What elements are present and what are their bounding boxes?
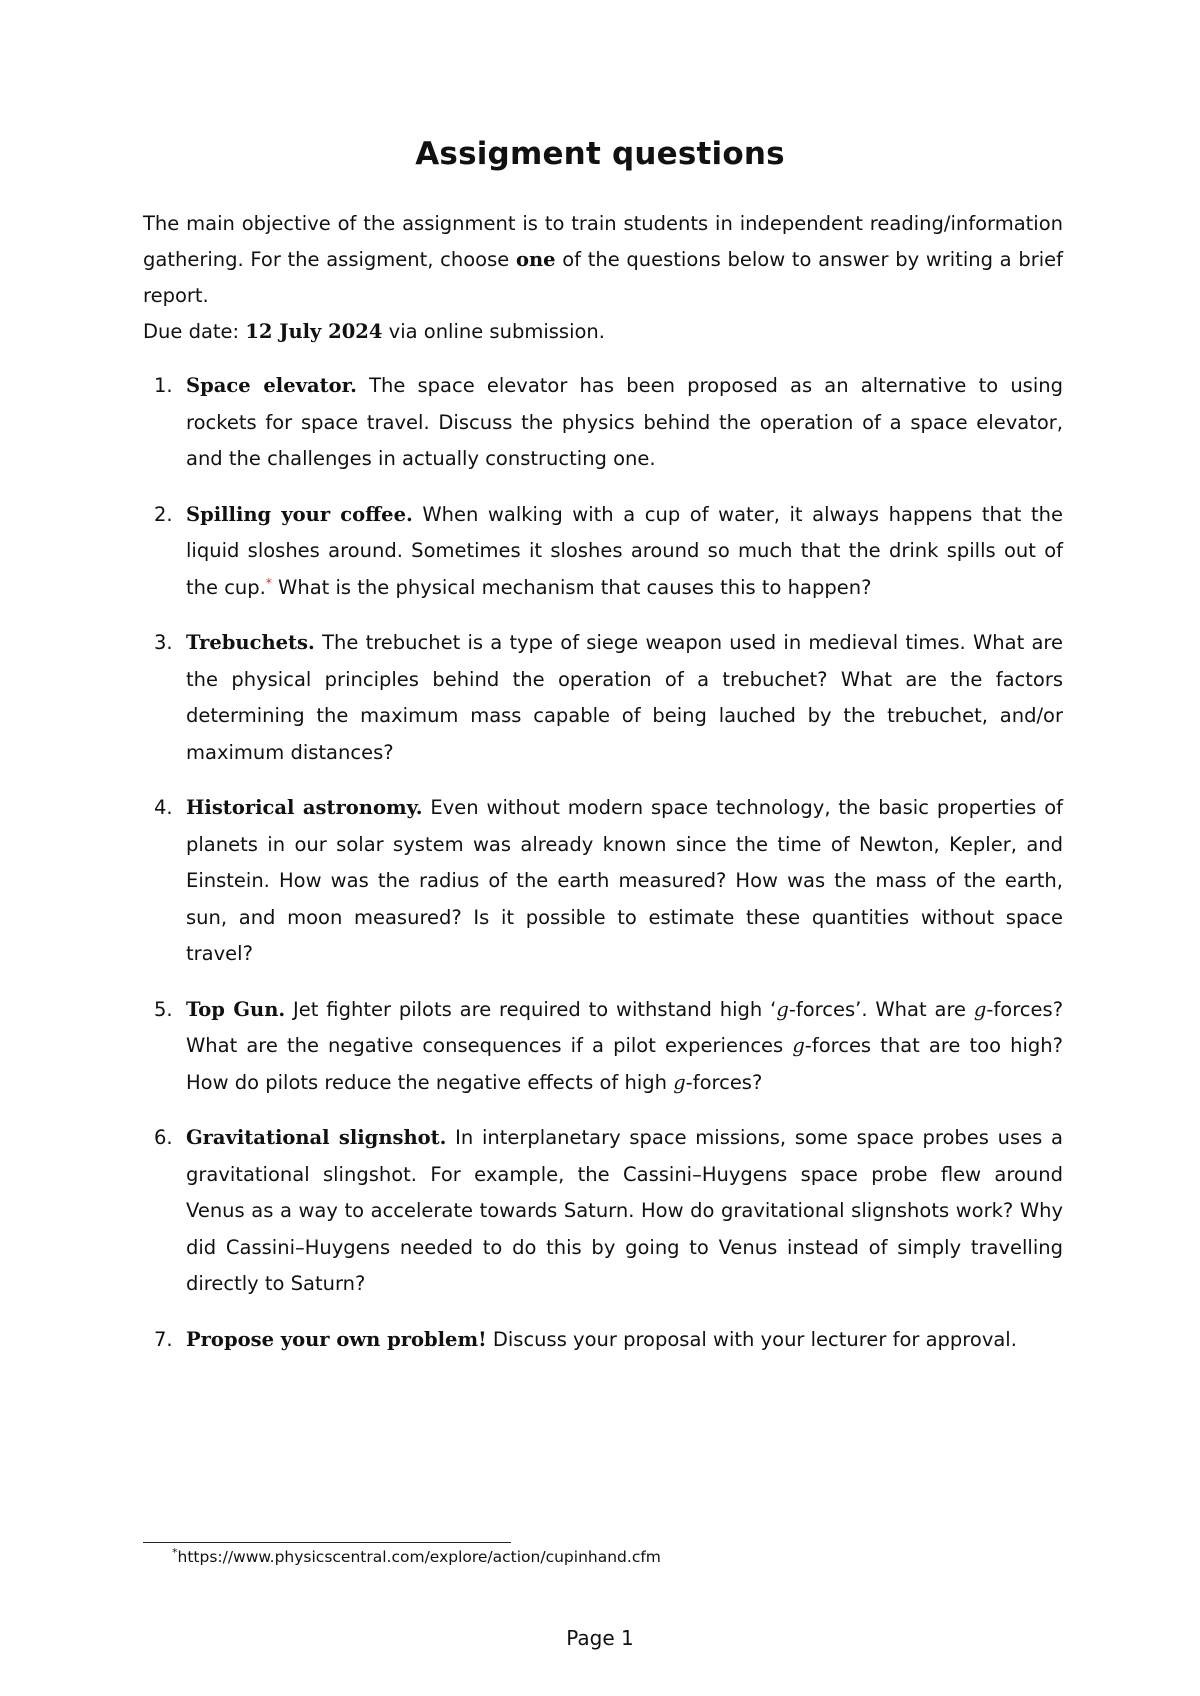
intro-text-part-1: The main objective of the assignment is to train students in independent reading/information gathering. For the assigment, choose (143, 212, 1063, 271)
question-title: Trebuchets. (186, 631, 315, 654)
due-date-value: 12 July 2024 (245, 320, 383, 343)
question-text: -forces that are too high? How do pilots reduce the negative effects of high (186, 1034, 1063, 1094)
question-text: When walking with a cup of water, it always happens that the liquid sloshes around. Sometimes it sloshes around so much that the drink spills out of the cup. (186, 502, 1064, 599)
intro-paragraph (143, 206, 1063, 314)
question-title: Historical astronomy. (186, 796, 423, 819)
g-symbol: g (973, 997, 987, 1021)
question-number: 1. (154, 374, 173, 397)
footnote-reference-link[interactable]: * (265, 575, 272, 590)
g-symbol: g (776, 997, 789, 1021)
question-item (143, 1322, 1063, 1359)
question-text: -forces? What are the negative consequences if a pilot experiences (186, 997, 1064, 1057)
question-text: Even without modern space technology, the basic properties of planets in our solar system was already known since the time of Newton, Kepler, and Einstein. How was the radius of the earth measured? How was the mass of the earth, sun, and moon measured? Is it possible to estimate these quantities without space travel? (186, 796, 1064, 965)
question-text: Jet fighter pilots are required to withstand high ‘ (293, 997, 777, 1021)
question-number: 3. (154, 631, 173, 654)
question-item (143, 992, 1063, 1102)
g-symbol: g (673, 1070, 686, 1094)
question-number: 7. (154, 1327, 173, 1351)
question-text: -forces’. What are (788, 997, 974, 1021)
question-title: Top Gun. (186, 997, 286, 1021)
page-number: Page 1 (566, 1626, 634, 1650)
intro-text-part-2: of the questions below to answer by writing a brief report. (143, 248, 1063, 307)
footnote-url-link[interactable]: https://www.physicscentral.com/explore/action/cupinhand.cfm (177, 1548, 661, 1566)
question-title: Space elevator. (186, 374, 357, 397)
intro-section (143, 206, 1063, 350)
question-text: Discuss your proposal with your lecturer for approval. (492, 1327, 1017, 1351)
question-number: 5. (154, 997, 173, 1021)
due-date-line (143, 314, 1063, 350)
question-item (143, 1120, 1063, 1303)
footnote (172, 1548, 661, 1566)
question-item (143, 497, 1063, 607)
question-text: The space elevator has been proposed as an alternative to using rockets for space travel. Discuss the physics behind the operation of a space elevator, and the challenges in actually constructing one. (186, 374, 1063, 470)
question-list (143, 368, 1063, 1377)
question-text: The trebuchet is a type of siege weapon used in medieval times. What are the physical principles behind the operation of a trebuchet? What are the factors determining the maximum mass capable of being lauched by the trebuchet, and/or maximum distances? (186, 631, 1063, 764)
page-title: Assigment questions (415, 136, 785, 172)
question-item (143, 368, 1063, 478)
intro-emphasis: one (515, 248, 556, 271)
footnote-mark: * (172, 1546, 178, 1559)
g-symbol: g (792, 1034, 805, 1057)
footnote-divider (143, 1542, 511, 1543)
due-date-prefix: Due date: (143, 320, 246, 343)
due-date-suffix: via online submission. (382, 320, 605, 343)
question-number: 6. (154, 1126, 173, 1149)
question-title: Spilling your coffee. (186, 502, 413, 526)
question-text: -forces? (685, 1070, 763, 1094)
question-title: Propose your own problem! (186, 1327, 487, 1351)
question-title: Gravitational slignshot. (186, 1126, 447, 1149)
question-text-continued: What is the physical mechanism that causes this to happen? (271, 575, 872, 599)
question-number: 2. (154, 502, 173, 526)
question-item (143, 625, 1063, 771)
question-item (143, 790, 1063, 973)
question-number: 4. (154, 796, 173, 819)
question-text: In interplanetary space missions, some space probes uses a gravitational slingshot. For example, the Cassini–Huygens space probe flew around Venus as a way to accelerate towards Saturn. How do gravitational slignshots work? Why did Cassini–Huygens needed to do this by going to Venus instead of simply travelling directly to Saturn? (186, 1126, 1064, 1295)
